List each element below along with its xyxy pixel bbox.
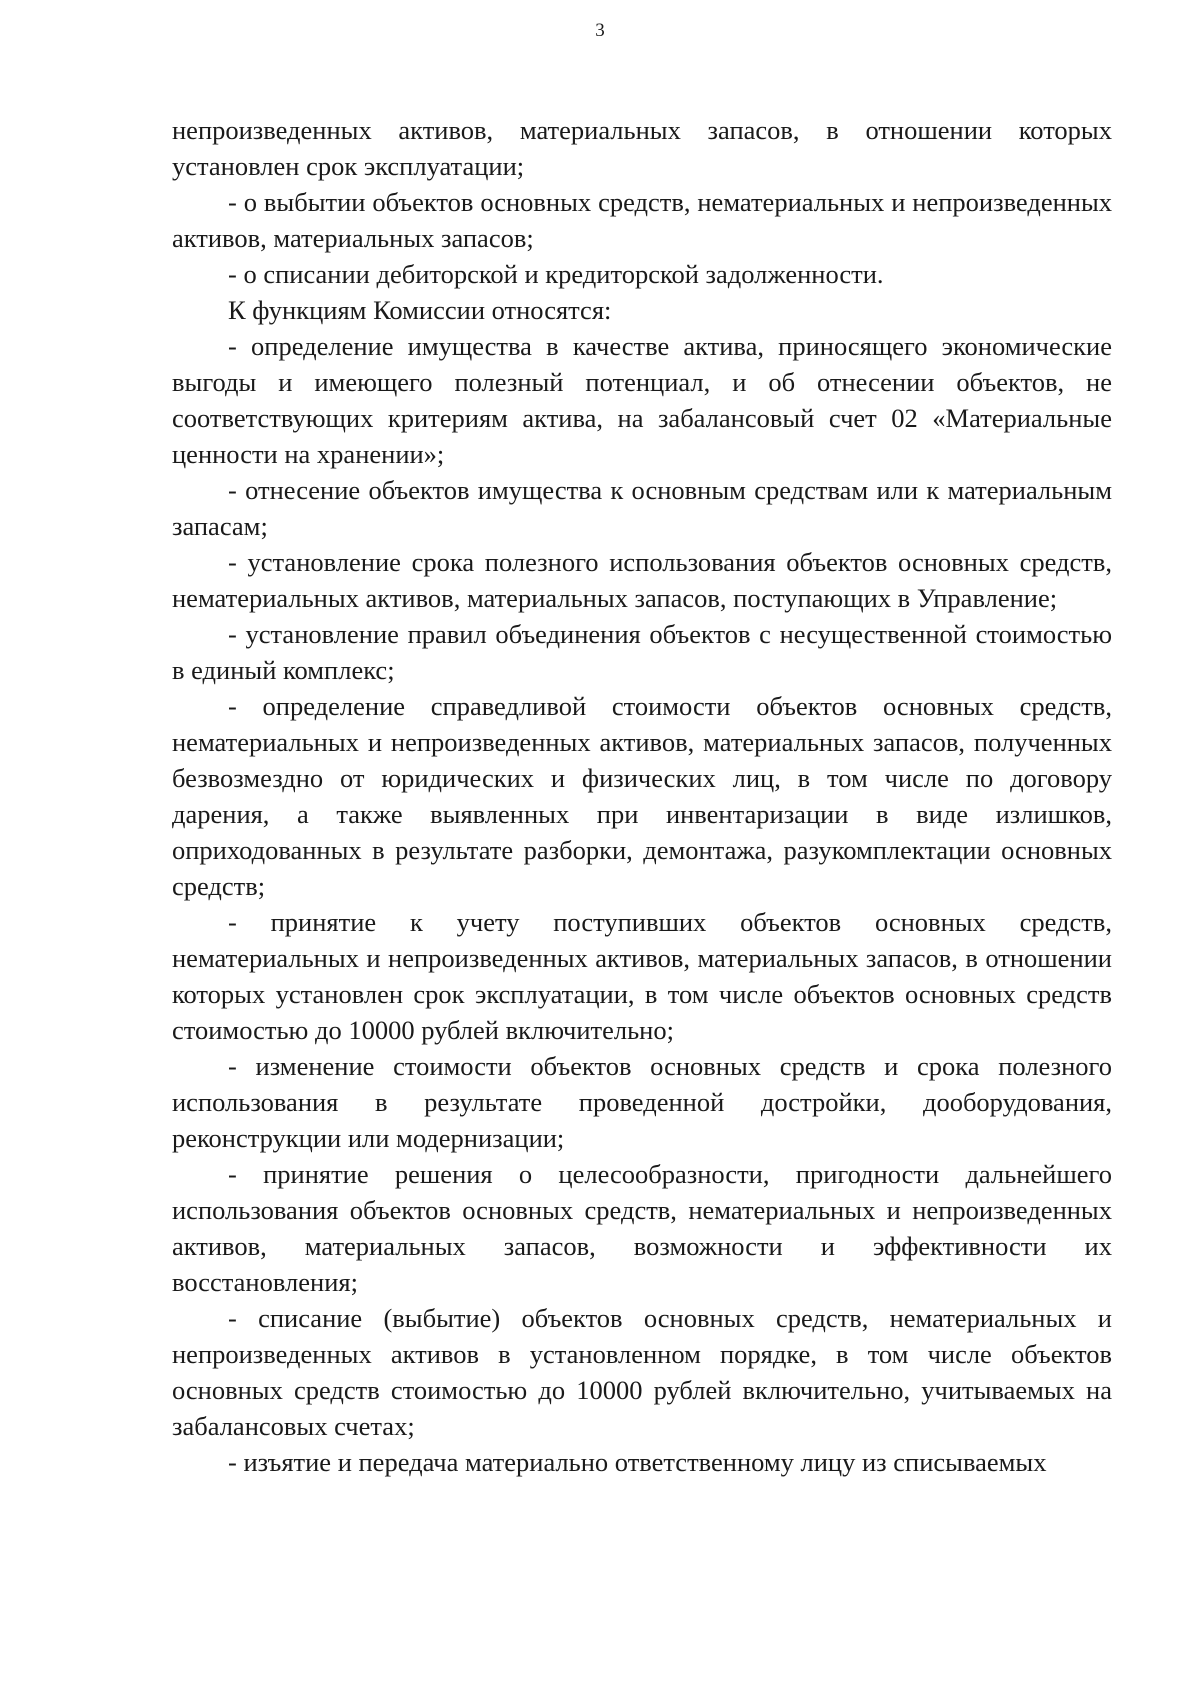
- paragraph-14: - изъятие и передача материально ответственному лицу из списываемых: [228, 1447, 1047, 1477]
- document-body: [172, 112, 1112, 1480]
- paragraph-3: - о списании дебиторской и кредиторской задолженности.: [228, 259, 884, 289]
- page-number: 3: [595, 20, 605, 41]
- paragraph-4: К функциям Комиссии относятся:: [228, 295, 612, 325]
- paragraph-2: - о выбытии объектов основных средств, нематериальных и непроизведенных активов, материальных запасов;: [172, 187, 1112, 253]
- paragraph-6: - отнесение объектов имущества к основным средствам или к материальным запасам;: [172, 475, 1112, 541]
- paragraph-12: - принятие решения о целесообразности, пригодности дальнейшего использования объектов основных средств, нематериальных и непроизведенных активов, материальных запасов, возможности и эффективности их восстановления;: [172, 1159, 1112, 1297]
- paragraph-9: - определение справедливой стоимости объектов основных средств, нематериальных и непроизведенных активов, материальных запасов, полученных безвозмездно от юридических и физических лиц, в том числе по договору дарения, а также выявленных при инвентаризации в виде излишков, оприходованных в результате разборки, демонтажа, разукомплектации основных средств;: [172, 691, 1112, 901]
- paragraph-1: непроизведенных активов, материальных запасов, в отношении которых установлен срок эксплуатации;: [172, 115, 1112, 181]
- paragraph-5: - определение имущества в качестве актива, приносящего экономические выгоды и имеющего полезный потенциал, и об отнесении объектов, не соответствующих критериям актива, на забалансовый счет 02 «Материальные ценности на хранении»;: [172, 331, 1112, 469]
- paragraph-7: - установление срока полезного использования объектов основных средств, нематериальных активов, материальных запасов, поступающих в Управление;: [172, 547, 1112, 613]
- paragraph-10: - принятие к учету поступивших объектов основных средств, нематериальных и непроизведенных активов, материальных запасов, в отношении которых установлен срок эксплуатации, в том числе объектов основных средств стоимостью до 10000 рублей включительно;: [172, 907, 1112, 1045]
- paragraph-11: - изменение стоимости объектов основных средств и срока полезного использования в результате проведенной достройки, дооборудования, реконструкции или модернизации;: [172, 1051, 1112, 1153]
- paragraph-13: - списание (выбытие) объектов основных средств, нематериальных и непроизведенных активов в установленном порядке, в том числе объектов основных средств стоимостью до 10000 рублей включительно, учитываемых на забалансовых счетах;: [172, 1303, 1112, 1441]
- paragraph-8: - установление правил объединения объектов с несущественной стоимостью в единый комплекс;: [172, 619, 1112, 685]
